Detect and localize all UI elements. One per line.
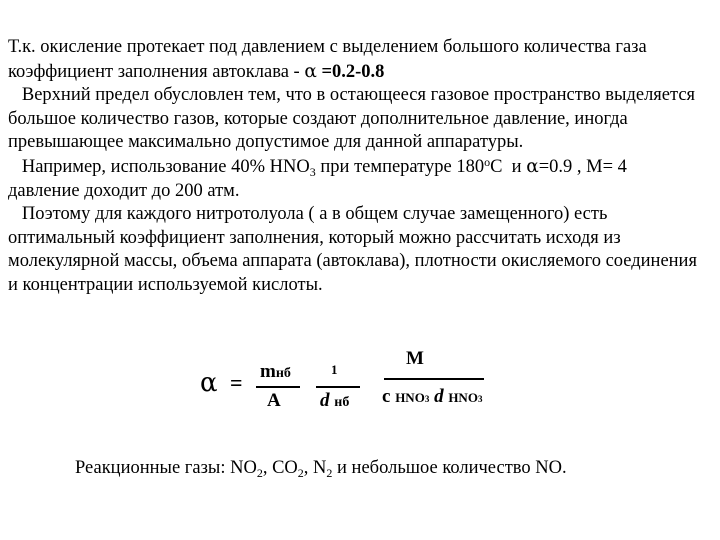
paragraph-3-text-c: С и bbox=[490, 156, 527, 177]
paragraph-3-text-d: =0.9 , М= 4 давление доходит до 200 атм. bbox=[8, 156, 632, 201]
acid-density-symbol: d bbox=[434, 386, 444, 407]
fraction-3-denominator bbox=[382, 386, 482, 408]
acid-density-subscript-index: 3 bbox=[477, 394, 483, 404]
reaction-gases-line bbox=[75, 458, 567, 479]
fraction-1-denominator: A bbox=[267, 390, 281, 411]
paragraph-3 bbox=[8, 155, 698, 203]
reaction-gases-n: , N bbox=[303, 458, 327, 478]
fraction-2-denominator bbox=[320, 390, 349, 412]
reaction-gases-label: Реакционные газы: NO bbox=[75, 458, 257, 478]
mass-symbol: m bbox=[260, 361, 276, 382]
density-subscript: нб bbox=[334, 395, 350, 410]
degree-superscript: о bbox=[484, 154, 491, 169]
fraction-1-bar bbox=[256, 386, 300, 388]
fraction-3-bar bbox=[384, 378, 484, 380]
acid-density-subscript: HNO bbox=[448, 390, 478, 405]
density-symbol: d bbox=[320, 390, 330, 411]
paragraph-1-text: Т.к. окисление протекает под давлением с выделением большого количества газа коэффициент заполнения автоклава - bbox=[8, 37, 647, 82]
fraction-2-bar bbox=[316, 386, 360, 388]
paragraph-4: Поэтому для каждого нитротолуола ( а в общем случае замещенного) есть оптимальный коэффициент заполнения, который можно рассчитать исходя из молекулярной массы, объема аппарата (автоклава), плотности окисляемого соединения и концентрации используемой кислоты. bbox=[8, 204, 702, 295]
formula-equals: = bbox=[230, 370, 243, 395]
fill-coefficient-range: =0.2-0.8 bbox=[316, 61, 385, 82]
reaction-gases-co: , CO bbox=[262, 458, 298, 478]
co2-subscript: 2 bbox=[297, 466, 304, 480]
paragraph-1 bbox=[8, 36, 698, 84]
concentration-subscript-index: 3 bbox=[424, 394, 430, 404]
mass-subscript: нб bbox=[275, 366, 291, 381]
alpha-symbol: α bbox=[526, 155, 539, 177]
concentration-subscript: HNO bbox=[395, 390, 425, 405]
fraction-2-numerator: 1 bbox=[331, 362, 338, 377]
paragraph-2: Верхний предел обусловлен тем, что в остающееся газовое пространство выделяется большое количество газов, которые создают дополнительное давление, иногда превышающее максимально допустимое для данной аппаратуры. bbox=[8, 85, 700, 153]
paragraph-3-text-a: Например, использование 40% HNO bbox=[8, 156, 310, 177]
fraction-3-numerator: M bbox=[406, 348, 424, 369]
main-text bbox=[8, 36, 702, 298]
concentration-symbol: c bbox=[382, 386, 391, 407]
paragraph-3-text-b: при температуре 180 bbox=[315, 156, 485, 177]
alpha-symbol: α bbox=[304, 60, 317, 82]
reaction-gases-tail: и небольшое количество NO. bbox=[332, 458, 567, 478]
n2-subscript: 2 bbox=[326, 466, 333, 480]
fill-coefficient-formula bbox=[198, 348, 518, 428]
fraction-1-numerator bbox=[260, 361, 291, 383]
no2-subscript: 2 bbox=[256, 466, 263, 480]
formula-alpha: α bbox=[200, 368, 218, 398]
subscript-3: 3 bbox=[309, 164, 316, 179]
